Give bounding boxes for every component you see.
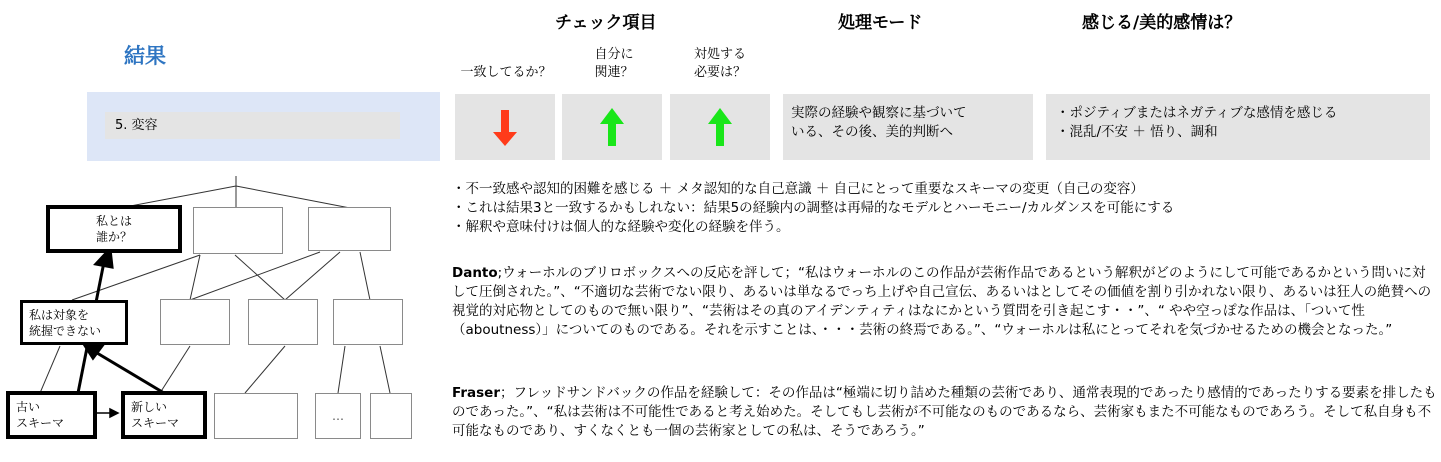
bullet-3: ・解釈や意味付けは個人的な経験や変化の経験を伴う。 bbox=[452, 219, 790, 235]
node-top-middle bbox=[193, 207, 283, 254]
quote-text: ；フレッドサンドバックの作品を経験して：その作品は“極端に切り詰めた種類の芸術であり、通常表現的であったり感情的であったりする要素を排したものであった。”、“私は芸術は不可能性であると考え始めた。そしてもし芸術が不可能なのものであるなら、芸術家もまた不可能なものであろう。そして私自身も不可能なものであり、すくなくとも一個の芸術家としての私は、そうであろう。” bbox=[452, 385, 1437, 439]
node-mid-1 bbox=[160, 299, 230, 345]
node-bottom-3 bbox=[370, 393, 412, 439]
sub-header-need-to-cope: 対処する 必要は？ bbox=[693, 47, 746, 80]
header-processing-mode: 処理モード bbox=[838, 13, 923, 33]
node-who-am-i: 私とは 誰か？ bbox=[46, 205, 182, 253]
indicator-relevance-cell bbox=[562, 94, 662, 160]
up-arrow-icon bbox=[562, 94, 662, 160]
up-arrow-icon bbox=[670, 94, 770, 160]
result-title: 結果 bbox=[124, 44, 166, 68]
feel-text: ・ポジティブまたはネガティブな感情を感じる ・混乱/不安 ＋ 悟り、調和 bbox=[1056, 105, 1338, 140]
result-label: 5. 変容 bbox=[105, 112, 400, 139]
sub-header-match: 一致してるか？ bbox=[460, 65, 552, 80]
node-mid-2 bbox=[248, 299, 318, 345]
node-top-right bbox=[308, 207, 391, 251]
node-new-schema: 新しい スキーマ bbox=[121, 391, 207, 439]
bullet-list bbox=[452, 180, 1437, 237]
header-aesthetic-feeling: 感じる/美的感情は？ bbox=[1082, 13, 1242, 33]
sub-header-relevance: 自分に 関連？ bbox=[594, 47, 634, 80]
header-check-items: チェック項目 bbox=[555, 13, 657, 33]
quote-danto bbox=[452, 264, 1437, 340]
feel-cell bbox=[1046, 94, 1430, 160]
node-old-schema: 古い スキーマ bbox=[6, 391, 97, 439]
node-cannot-grasp: 私は対象を 統握できない bbox=[20, 300, 128, 345]
quote-text: ;ウォーホルのブリロボックスへの反応を評して；“私はウォーホルのこの作品が芸術作品であるという解釈がどのようにして可能であるかという問いに対して圧倒された。”、“不適切な芸術でない限り、あるいは単なるでっち上げや自己宣伝、あるいはとしてその価値を割り引かれない限り、あるいは狂人の絶賛への視覚的対応物としてのもので無い限り”、“芸術はその真のアイデンティティはなにかという質問を引き起こす・・”、“ やや空っぽな作品は、「ついて性（aboutness）」についてのものである。それを示すことは、・・・芸術の終焉である。”、“ウォーホルは私にとってそれを気づかせるための機会となった。” bbox=[452, 265, 1432, 338]
node-bottom-ellipsis: … bbox=[315, 393, 361, 439]
mode-cell bbox=[783, 94, 1033, 160]
indicator-cope-cell bbox=[670, 94, 770, 160]
bullet-2: ・これは結果3と一致するかもしれない：結果5の経験内の調整は再帰的なモデルとハーモニー/カルダンスを可能にする bbox=[452, 200, 1175, 216]
indicator-match-cell bbox=[455, 94, 555, 160]
quote-fraser bbox=[452, 384, 1437, 441]
bullet-1: ・不一致感や認知的困難を感じる ＋ メタ認知的な自己意識 ＋ 自己にとって重要なスキーマの変更（自己の変容） bbox=[452, 181, 1144, 197]
mode-text: 実際の経験や観察に基づいて いる、その後、美的判断へ bbox=[791, 105, 967, 140]
node-mid-3 bbox=[333, 299, 403, 345]
node-bottom-1 bbox=[214, 393, 298, 439]
quote-author: Danto bbox=[452, 265, 498, 281]
quote-author: Fraser bbox=[452, 385, 500, 401]
down-arrow-icon bbox=[455, 94, 555, 160]
